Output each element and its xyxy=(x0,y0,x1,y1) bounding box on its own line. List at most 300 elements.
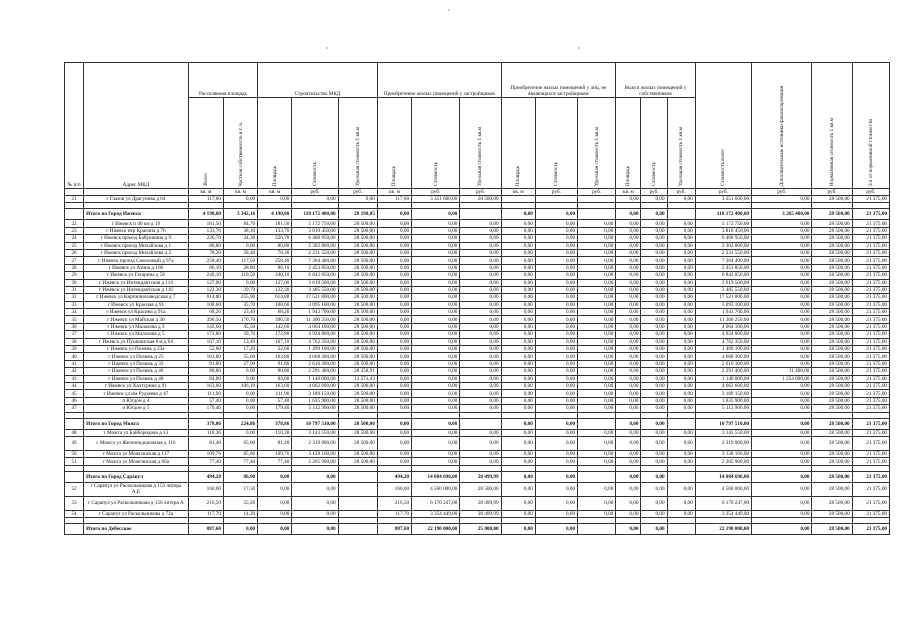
row-value: 28 500,00 xyxy=(338,436,377,450)
total-label: Итого по Город Ижевск xyxy=(84,209,189,220)
units-cell: руб. xyxy=(641,189,667,196)
row-value: 0,00 xyxy=(377,360,411,367)
row-value: 0,00 xyxy=(535,375,577,382)
row-value: 0,00 xyxy=(667,331,695,338)
row-value: 28 500,00 xyxy=(338,353,377,360)
row-value: 28 500,00 xyxy=(338,390,377,397)
header-sub: Удельная стоимость 1 кв.м xyxy=(338,98,377,189)
row-value: 614,80 xyxy=(188,294,223,301)
row-value: 57,40 xyxy=(188,397,223,404)
row-value: 0,00 xyxy=(578,309,616,316)
row-value: 3 189 150,00 xyxy=(695,390,751,397)
row-value xyxy=(338,482,377,496)
row-address: г Ижевск проезд Михайлова д 1 xyxy=(84,242,189,249)
row-value: 22 190 000,00 xyxy=(695,524,751,535)
table-total-row xyxy=(65,524,890,535)
row-value: 0,00 xyxy=(460,227,501,234)
row-value: 0,00 xyxy=(501,209,535,220)
row-value: 118 172 400,00 xyxy=(292,209,338,220)
total-label: Итого по Город Можга xyxy=(84,418,189,429)
row-value: 0,00 xyxy=(377,323,411,330)
row-value: 28 500,00 xyxy=(338,458,377,465)
row-value: 28 500,00 xyxy=(812,309,852,316)
row-value: 0,00 xyxy=(535,510,577,517)
row-value: 21 375,00 xyxy=(852,316,889,323)
units-cell: кв. м xyxy=(258,189,292,196)
row-value: 28 500,00 xyxy=(338,309,377,316)
row-value: 27,90 xyxy=(223,360,257,367)
row-value: 0,00 xyxy=(616,257,641,264)
row-value: 181,50 xyxy=(188,220,223,227)
row-value: 0,00 xyxy=(535,360,577,367)
row-value: 0,00 xyxy=(501,397,535,404)
row-address: г Ижевск ул Позимь д 25 xyxy=(84,353,189,360)
row-value: 0,00 xyxy=(667,429,695,436)
row-value: 0,00 xyxy=(535,294,577,301)
row-value: 86,10 xyxy=(188,264,223,271)
row-value: 0,00 xyxy=(578,286,616,293)
row-value: 28 500,00 xyxy=(812,418,852,429)
row-address: г Ижевск п 40 км д 19 xyxy=(84,220,189,227)
row-value: 28 500,00 xyxy=(812,471,852,482)
row-value: 0,00 xyxy=(641,331,667,338)
row-value: 28 500,00 xyxy=(460,196,501,203)
row-value: 0,00 xyxy=(535,436,577,450)
row-address: г Ижевск ул Пушкинская 6-я д 04 xyxy=(84,338,189,345)
row-value: 0,00 xyxy=(223,524,257,535)
row-value: 0,00 xyxy=(223,242,257,249)
row-address: г Ижевск ул Кирпичнозаводская д 7 xyxy=(84,294,189,301)
row-value: 28 500,00 xyxy=(812,353,852,360)
row-address: г Ижевск пер Красина д 76 xyxy=(84,227,189,234)
row-value: 0,00 xyxy=(641,510,667,517)
row-value: 0,00 xyxy=(667,360,695,367)
row-value: 0,00 xyxy=(641,316,667,323)
row-value: 4 924 800,00 xyxy=(695,331,751,338)
row-value: 0,00 xyxy=(535,482,577,496)
row-value: 10 797 510,00 xyxy=(695,418,751,429)
row-value: 3 619 500,00 xyxy=(292,279,338,286)
table-row xyxy=(65,309,890,316)
row-number: 26 xyxy=(65,249,84,256)
row-address: г Ижевск ул Позимь д 23а xyxy=(84,346,189,353)
row-value: 21 375,00 xyxy=(852,360,889,367)
row-value: 0,00 xyxy=(258,196,292,203)
row-value: 0,00 xyxy=(578,323,616,330)
row-value: 17,20 xyxy=(223,346,257,353)
row-value: 0,00 xyxy=(501,220,535,227)
row-value: 3 265 400,00 xyxy=(752,209,812,220)
row-value: 28 500,00 xyxy=(812,257,852,264)
row-value: 17 521 800,00 xyxy=(292,294,338,301)
row-value: 81,40 xyxy=(188,436,223,450)
row-value: 52,60 xyxy=(188,346,223,353)
row-value: 0,00 xyxy=(460,309,501,316)
row-value xyxy=(338,524,377,535)
row-address: г Глазов ул Драгунова д 64 xyxy=(84,196,189,203)
row-value: 0,00 xyxy=(641,429,667,436)
row-value xyxy=(460,209,501,220)
row-value: 21 375,00 xyxy=(852,390,889,397)
row-value: 0,00 xyxy=(377,220,411,227)
row-value: 68,20 xyxy=(258,309,292,316)
row-value: 0,00 xyxy=(412,390,460,397)
row-value xyxy=(578,471,616,482)
row-value: 28 198,05 xyxy=(338,209,377,220)
row-value: 86,10 xyxy=(258,264,292,271)
row-value: 7 364 400,00 xyxy=(695,257,751,264)
row-value: 2 302 800,00 xyxy=(695,242,751,249)
row-value: 0,00 xyxy=(752,264,812,271)
row-value: 28 500,00 xyxy=(812,331,852,338)
row-value: 78,30 xyxy=(258,249,292,256)
row-value: 21 375,00 xyxy=(852,471,889,482)
row-value: 0,00 xyxy=(616,209,641,220)
row-value: 2 453 850,00 xyxy=(292,264,338,271)
row-value: 494,20 xyxy=(377,471,411,482)
row-value: 240,10 xyxy=(188,272,223,279)
row-value: 0,00 xyxy=(578,368,616,375)
row-value: 0,00 xyxy=(501,309,535,316)
row-value: 0,00 xyxy=(752,390,812,397)
row-value: 118 172 400,00 xyxy=(695,209,751,220)
row-value: 0,00 xyxy=(412,405,460,412)
row-value: 0,00 xyxy=(667,458,695,465)
row-value: 0,00 xyxy=(667,390,695,397)
row-value: 5 112 900,00 xyxy=(695,405,751,412)
row-value: 28 500,00 xyxy=(338,405,377,412)
units-cell: руб. xyxy=(460,189,501,196)
row-value: 0,00 xyxy=(501,242,535,249)
units-cell: руб. xyxy=(338,189,377,196)
row-value: 0,00 xyxy=(641,360,667,367)
row-value: 0,00 xyxy=(752,346,812,353)
row-value: 0,00 xyxy=(412,436,460,450)
units-cell: кв. м xyxy=(223,189,257,196)
row-address: г Ижевск ул Халтурина д 91 xyxy=(84,382,189,389)
row-value: 0,00 xyxy=(578,338,616,345)
row-value: 28 500,00 xyxy=(812,482,852,496)
row-value: 0,00 xyxy=(641,301,667,308)
row-value: 0,00 xyxy=(752,436,812,450)
row-value: 28 500,00 xyxy=(338,331,377,338)
row-value: 258,40 xyxy=(258,257,292,264)
row-value: 28 500,00 xyxy=(812,323,852,330)
row-value: 179,40 xyxy=(188,405,223,412)
row-value: 0,00 xyxy=(641,242,667,249)
table-total-row xyxy=(65,418,890,429)
row-value: 0,00 xyxy=(616,196,641,203)
row-value: 28 500,00 xyxy=(812,390,852,397)
row-value: 0,00 xyxy=(501,235,535,242)
row-value: 21 375,00 xyxy=(852,418,889,429)
row-value: 0,00 xyxy=(501,264,535,271)
row-value: 0,00 xyxy=(501,257,535,264)
row-value: 28 500,00 xyxy=(812,458,852,465)
row-value: 0,00 xyxy=(535,220,577,227)
row-value: 4 662 600,00 xyxy=(695,382,751,389)
row-value: 119,50 xyxy=(223,272,257,279)
row-value: 0,00 xyxy=(377,309,411,316)
row-value: 0,00 xyxy=(752,397,812,404)
row-value: 0,00 xyxy=(752,323,812,330)
row-value: 0,00 xyxy=(377,286,411,293)
row-number: 54 xyxy=(65,510,84,517)
table-row xyxy=(65,353,890,360)
header-sub: Удельная стоимость 1 кв.м xyxy=(578,98,616,189)
row-value: 0,00 xyxy=(667,286,695,293)
row-value: 21 375,00 xyxy=(852,375,889,382)
row-value: 35,70 xyxy=(223,301,257,308)
row-value: 109,76 xyxy=(188,450,223,457)
row-value: 0,00 xyxy=(412,450,460,457)
row-value: 28 500,00 xyxy=(338,301,377,308)
row-value: 28 500,00 xyxy=(812,301,852,308)
row-value: 0,00 xyxy=(460,316,501,323)
row-value: 11 400,00 xyxy=(752,368,812,375)
row-number: 46 xyxy=(65,397,84,404)
table-row xyxy=(65,316,890,323)
row-value: 86,90 xyxy=(223,471,257,482)
row-value: 0,00 xyxy=(535,429,577,436)
row-value: 80,80 xyxy=(258,242,292,249)
row-value: 0,00 xyxy=(501,279,535,286)
row-value: 28 500,00 xyxy=(812,360,852,367)
resettlement-table xyxy=(64,62,890,535)
row-value: 28 500,00 xyxy=(338,429,377,436)
row-value: 6 842 850,00 xyxy=(292,272,338,279)
row-value: 0,00 xyxy=(501,382,535,389)
header-address: Адрес МКД xyxy=(84,63,189,189)
row-value: 0,00 xyxy=(616,309,641,316)
row-value: 0,00 xyxy=(377,294,411,301)
row-value: 0,00 xyxy=(535,286,577,293)
row-value: 3 128 160,00 xyxy=(695,450,751,457)
row-value: 0,00 xyxy=(752,405,812,412)
row-value: 28 500,00 xyxy=(338,257,377,264)
row-value: 28 500,00 xyxy=(812,436,852,450)
row-number: 36 xyxy=(65,323,84,330)
row-value: 28 500,00 xyxy=(338,294,377,301)
table-row xyxy=(65,264,890,271)
row-value: 28 500,00 xyxy=(338,346,377,353)
row-value: 0,00 xyxy=(667,294,695,301)
row-value: 0,00 xyxy=(412,264,460,271)
row-value: 0,00 xyxy=(460,436,501,450)
row-value: 28 500,00 xyxy=(812,235,852,242)
row-value: 0,00 xyxy=(752,382,812,389)
row-value: 0,00 xyxy=(501,272,535,279)
row-value: 28 500,00 xyxy=(812,510,852,517)
row-value: 21 375,00 xyxy=(852,301,889,308)
row-value: 0,00 xyxy=(258,471,292,482)
row-value: 163,60 xyxy=(188,382,223,389)
table-row xyxy=(65,257,890,264)
row-value: 0,00 xyxy=(641,382,667,389)
table-row xyxy=(65,323,890,330)
units-cell: кв. м xyxy=(188,189,223,196)
table-row xyxy=(65,294,890,301)
row-value: 77,40 xyxy=(258,458,292,465)
row-number xyxy=(65,418,84,429)
row-value: 0,00 xyxy=(258,482,292,496)
row-value: 0,00 xyxy=(535,338,577,345)
row-value: 0,00 xyxy=(578,279,616,286)
row-value: 0,00 xyxy=(412,286,460,293)
row-value: 28 500,00 xyxy=(338,249,377,256)
row-value: 0,00 xyxy=(578,436,616,450)
row-value xyxy=(578,524,616,535)
row-value: 21 375,00 xyxy=(852,286,889,293)
row-value: 0,00 xyxy=(377,227,411,234)
table-row xyxy=(65,429,890,436)
row-address: г Можга ул Железнодорожная д 116 xyxy=(84,436,189,450)
row-number: 52 xyxy=(65,482,84,496)
row-value: 0,00 xyxy=(292,524,338,535)
row-value: 0,00 xyxy=(667,405,695,412)
row-value: 0,00 xyxy=(752,286,812,293)
row-value: 6 460 950,00 xyxy=(695,235,751,242)
row-value: 21 375,00 xyxy=(852,220,889,227)
row-value: 163,80 xyxy=(188,353,223,360)
units-cell: руб. xyxy=(812,189,852,196)
row-value: 111,90 xyxy=(258,390,292,397)
row-value: 28 500,00 xyxy=(812,316,852,323)
row-value: 3 485 550,00 xyxy=(292,286,338,293)
row-value: 4 762 350,00 xyxy=(292,338,338,345)
row-value: 117,70 xyxy=(188,510,223,517)
row-value: 0,00 xyxy=(460,375,501,382)
row-value: 3 351 600,00 xyxy=(695,196,751,203)
row-value: 240,10 xyxy=(258,272,292,279)
row-value: 0,00 xyxy=(578,360,616,367)
row-value: 0,00 xyxy=(578,242,616,249)
row-value: 0,00 xyxy=(616,436,641,450)
row-address: г Ижевск ул Красная д 91 xyxy=(84,301,189,308)
row-value: 0,00 xyxy=(412,418,460,429)
row-value: 109,76 xyxy=(258,450,292,457)
row-value: 0,00 xyxy=(752,279,812,286)
row-value: 0,00 xyxy=(501,331,535,338)
row-value: 0,00 xyxy=(223,429,257,436)
row-value: 0,00 xyxy=(752,235,812,242)
row-value: 0,00 xyxy=(752,496,812,510)
row-value: 0,00 xyxy=(752,331,812,338)
row-value: 0,00 xyxy=(752,353,812,360)
row-value: 0,00 xyxy=(501,346,535,353)
row-value: 0,00 xyxy=(338,196,377,203)
row-value: 17 521 800,00 xyxy=(695,294,751,301)
row-value: 0,00 xyxy=(616,496,641,510)
row-value: 0,00 xyxy=(616,471,641,482)
row-number: 23 xyxy=(65,227,84,234)
row-value: 28 500,00 xyxy=(338,227,377,234)
row-value: 0,00 xyxy=(460,257,501,264)
row-value: 0,00 xyxy=(501,353,535,360)
row-number: 44 xyxy=(65,382,84,389)
row-value: 0,00 xyxy=(501,524,535,535)
units-cell: руб. xyxy=(412,189,460,196)
row-value: 4 560 000,00 xyxy=(412,482,460,496)
row-value: 0,00 xyxy=(501,249,535,256)
row-value: 0,00 xyxy=(460,390,501,397)
row-value: 1 254 000,00 xyxy=(752,375,812,382)
row-value: 0,00 xyxy=(578,249,616,256)
row-value: 0,00 xyxy=(641,375,667,382)
row-value: 181,50 xyxy=(258,220,292,227)
row-value: 80,80 xyxy=(258,368,292,375)
row-value: 28 500,00 xyxy=(338,286,377,293)
row-value: 5 112 900,00 xyxy=(292,405,338,412)
row-number xyxy=(65,471,84,482)
row-value: 45,50 xyxy=(223,323,257,330)
row-value: 0,00 xyxy=(616,242,641,249)
row-address: г Сарапул ул Раскольникова д 156 литера А xyxy=(84,496,189,510)
row-value: 0,00 xyxy=(578,235,616,242)
row-value: 84,00 xyxy=(188,375,223,382)
row-value: 0,00 xyxy=(412,338,460,345)
row-value: 3 354 449,00 xyxy=(412,510,460,517)
table-row xyxy=(65,331,890,338)
row-value: 0,00 xyxy=(752,316,812,323)
row-value: 21 375,00 xyxy=(852,405,889,412)
row-number: 30 xyxy=(65,279,84,286)
row-value: 0,00 xyxy=(616,510,641,517)
row-value: 1 140 000,00 xyxy=(695,375,751,382)
row-value: 396,50 xyxy=(188,316,223,323)
row-number: 29 xyxy=(65,272,84,279)
row-value: 0,00 xyxy=(377,353,411,360)
row-value: 3 619 500,00 xyxy=(695,279,751,286)
row-number xyxy=(65,209,84,220)
row-value: 0,00 xyxy=(377,235,411,242)
row-value: 0,00 xyxy=(616,338,641,345)
row-value: 0,00 xyxy=(641,346,667,353)
row-value: 0,00 xyxy=(412,429,460,436)
row-value: 0,00 xyxy=(616,294,641,301)
row-value: 21 375,00 xyxy=(852,368,889,375)
row-value: 1 635 900,00 xyxy=(695,397,751,404)
row-value: 57,40 xyxy=(258,397,292,404)
row-value: 55,20 xyxy=(223,496,257,510)
row-value: 0,00 xyxy=(501,375,535,382)
row-value: 117,50 xyxy=(223,257,257,264)
row-value: 0,00 xyxy=(377,264,411,271)
row-value: 0,00 xyxy=(616,227,641,234)
row-value xyxy=(578,209,616,220)
row-value: 0,00 xyxy=(616,390,641,397)
row-value: 0,00 xyxy=(578,496,616,510)
row-value: 2 205 900,00 xyxy=(292,458,338,465)
row-value: 0,00 xyxy=(412,294,460,301)
row-value: 0,00 xyxy=(667,375,695,382)
header-sub: Площадь xyxy=(616,98,641,189)
row-value: 0,00 xyxy=(535,227,577,234)
header-sub: Удельная стоимость 1 кв.м xyxy=(460,98,501,189)
row-value: 0,00 xyxy=(412,209,460,220)
header-sub: Всего xyxy=(188,98,223,189)
row-value: 0,00 xyxy=(460,331,501,338)
row-value: 0,00 xyxy=(460,220,501,227)
row-value: 0,00 xyxy=(501,390,535,397)
row-value: 0,00 xyxy=(667,450,695,457)
row-value: 0,00 xyxy=(460,382,501,389)
row-value: 0,00 xyxy=(223,279,257,286)
row-value: 28 500,00 xyxy=(812,209,852,220)
row-value: 0,00 xyxy=(501,429,535,436)
row-value: 0,00 xyxy=(641,397,667,404)
row-number: 42 xyxy=(65,368,84,375)
